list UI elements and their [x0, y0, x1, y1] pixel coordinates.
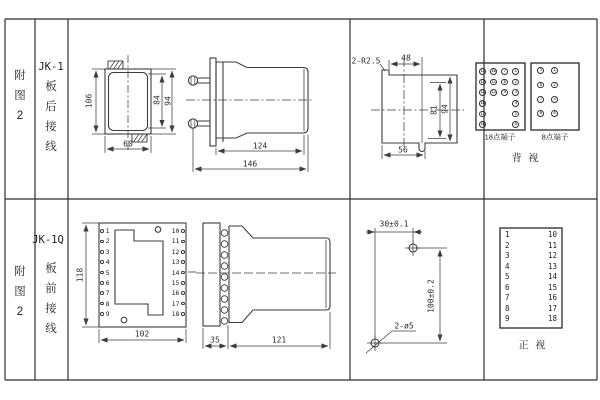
terminal-dot: [100, 271, 104, 275]
terminal-row: [166, 237, 185, 245]
figure-index-row1: [6, 66, 34, 126]
terminal-circle: 9: [501, 89, 508, 96]
rear-view-label: 背 视: [511, 153, 541, 165]
jk1-panel-cutout-view: [371, 57, 464, 159]
note-2-dia5: 2-ø5: [394, 321, 414, 331]
terminal-dot: [181, 302, 185, 306]
terminal-dot: [181, 260, 185, 264]
figure-index-char: 图: [14, 90, 26, 102]
figure-index-char: 2: [16, 110, 24, 122]
figure-index-char: 附: [14, 266, 26, 278]
terminal-number: 14: [171, 268, 180, 277]
figure-index-char: 图: [14, 286, 26, 298]
terminal-circle: 2: [551, 82, 558, 89]
wiring-char: 板: [45, 263, 57, 275]
dim-124: 124: [252, 141, 268, 151]
dim-35: 35: [210, 335, 220, 345]
terminal-circle: 6: [512, 121, 519, 128]
terminal-circle: 15: [480, 90, 485, 96]
wiring-label-row2: [38, 259, 64, 339]
terminal-number: 5: [105, 268, 110, 277]
terminal-circle: 18: [480, 122, 485, 128]
terminal-number: 12: [171, 247, 180, 256]
table-col-right: [536, 230, 557, 323]
model-label-jk1q: JK-1Q: [32, 234, 64, 246]
figure-index-row2: [6, 262, 34, 322]
front-terminals-left: [100, 227, 118, 318]
terminal-row: [100, 310, 118, 318]
terminal-dot: [100, 240, 104, 244]
terminal-circle: 2: [512, 79, 519, 86]
terminal-row: [100, 248, 118, 256]
table-number: 14: [547, 272, 557, 281]
dim-84: 84: [152, 95, 162, 105]
terminal-number: 4: [105, 258, 110, 267]
model-label-jk1: JK-1: [38, 61, 64, 73]
terminal-row: [166, 258, 185, 266]
terminal-circle: 6: [537, 82, 544, 89]
terminal-circle: 4: [551, 110, 558, 117]
terminal-circle: 17: [480, 111, 485, 117]
terminal-number: 18: [171, 310, 180, 318]
terminal-dot: [100, 250, 104, 254]
terminal-row: [166, 279, 185, 287]
table-number: 11: [547, 240, 557, 250]
table-number: 3: [505, 251, 510, 260]
terminal-number: 17: [171, 299, 180, 308]
terminal-dot: [181, 271, 185, 275]
terminal-row: [100, 227, 118, 235]
terminal-circle: 5: [537, 67, 544, 74]
table-number: 12: [547, 251, 557, 260]
wiring-char: 接: [45, 121, 57, 133]
terminal-number: 13: [171, 258, 180, 267]
dim-60: 60: [123, 139, 133, 149]
wiring-char: 板: [45, 81, 57, 93]
terminal-number: 2: [105, 237, 110, 246]
terminal-dot: [181, 312, 185, 316]
dim-102: 102: [134, 329, 150, 339]
table-number: 10: [547, 230, 557, 239]
wiring-char: 后: [45, 101, 57, 113]
dim-48: 48: [401, 53, 411, 63]
terminal-row: [100, 269, 118, 277]
dim-94-cutout: 94: [440, 104, 450, 114]
table-number: 17: [547, 303, 557, 313]
wiring-char: 线: [45, 323, 57, 335]
terminal-dot: [100, 291, 104, 295]
table-number: 9: [505, 314, 510, 323]
terminal-circle: 1: [551, 67, 558, 74]
terminal-circle: 14: [480, 79, 485, 85]
terminal-row: [166, 248, 185, 256]
terminal-row: [166, 310, 185, 318]
table-number: 15: [547, 282, 557, 292]
jk1-side-view: [186, 58, 314, 172]
wiring-char: 接: [45, 303, 57, 315]
terminal-number: 11: [171, 237, 180, 246]
terminal-dot: [100, 260, 104, 264]
table-number: 18: [547, 314, 557, 323]
terminal-circle: 1: [512, 68, 519, 75]
terminal-row: [166, 227, 185, 235]
table-number: 13: [547, 261, 557, 271]
table-number: 6: [505, 282, 510, 292]
table-number: 5: [505, 272, 510, 281]
table-number: 8: [505, 303, 510, 313]
figure-index-char: 附: [14, 70, 26, 82]
terminal-circle: 10: [491, 68, 496, 74]
terminal-number: 10: [171, 227, 180, 235]
terminal-number: 3: [105, 247, 110, 256]
terminal-row: [100, 300, 118, 308]
terminal-number: 7: [105, 289, 110, 298]
terminal-circle: 8: [501, 79, 508, 86]
terminal-dot: [100, 281, 104, 285]
dim-81: 81: [429, 105, 439, 115]
terminal-dot: [100, 229, 104, 233]
dim-100-tol: 100±0.2: [426, 279, 436, 313]
terminal-dot: [100, 312, 104, 316]
terminal-dot: [181, 250, 185, 254]
terminal-row: [100, 237, 118, 245]
caption-18-point: 18点端子: [484, 132, 516, 142]
dim-121: 121: [271, 335, 287, 345]
terminal-row: [100, 289, 118, 297]
terminal-row: [166, 289, 185, 297]
terminal-dot: [181, 229, 185, 233]
terminal-circle: 11: [491, 79, 496, 85]
table-number: 1: [505, 230, 510, 239]
terminal-circle: 12: [491, 90, 496, 96]
terminal-number: 16: [171, 289, 180, 298]
terminal-circle: 16: [480, 101, 485, 106]
terminal-number: 1: [105, 227, 110, 235]
terminal-number: 8: [105, 299, 110, 308]
terminal-grid-18: [477, 66, 521, 130]
terminal-circle: 7: [501, 68, 508, 75]
terminal-dot: [181, 281, 185, 285]
dim-118: 118: [75, 267, 85, 283]
wiring-char: 前: [45, 283, 57, 295]
terminal-circle: 13: [480, 68, 485, 74]
note-2-r2-5: 2-R2.5: [351, 56, 381, 66]
dim-94-front: 94: [163, 96, 173, 106]
caption-8-point: 8点端子: [541, 132, 569, 142]
table-number: 7: [505, 293, 510, 302]
wiring-label-row1: [38, 77, 64, 157]
front-terminals-right: [166, 227, 185, 318]
terminal-dot: [181, 291, 185, 295]
terminal-dot: [181, 240, 185, 244]
table-number: 4: [505, 261, 510, 271]
wiring-char: 线: [45, 141, 57, 153]
dim-56: 56: [398, 145, 408, 155]
terminal-dot: [100, 302, 104, 306]
jk1q-side-view: [196, 223, 336, 349]
terminal-row: [100, 258, 118, 266]
terminal-circle: 3: [551, 96, 558, 103]
terminal-circle: 4: [512, 100, 519, 107]
terminal-number: 9: [105, 310, 110, 318]
terminal-circle: 7: [537, 96, 544, 103]
dim-106: 106: [84, 93, 94, 109]
table-number: 2: [505, 240, 510, 250]
terminal-circle: 8: [537, 110, 544, 117]
terminal-row: [166, 300, 185, 308]
table-number: 16: [547, 293, 557, 302]
terminal-grid-8: [534, 64, 561, 121]
terminal-row: [100, 279, 118, 287]
figure-index-char: 2: [16, 306, 24, 318]
dim-146: 146: [242, 159, 258, 169]
terminal-circle: 5: [512, 111, 519, 118]
terminal-number: 6: [105, 278, 110, 287]
terminal-number: 15: [171, 278, 180, 287]
table-col-left: [505, 230, 519, 323]
front-view-label: 正 视: [518, 340, 548, 352]
terminal-circle: 3: [512, 89, 519, 96]
terminal-row: [166, 269, 185, 277]
dim-30-tol: 30±0.1: [379, 219, 409, 229]
